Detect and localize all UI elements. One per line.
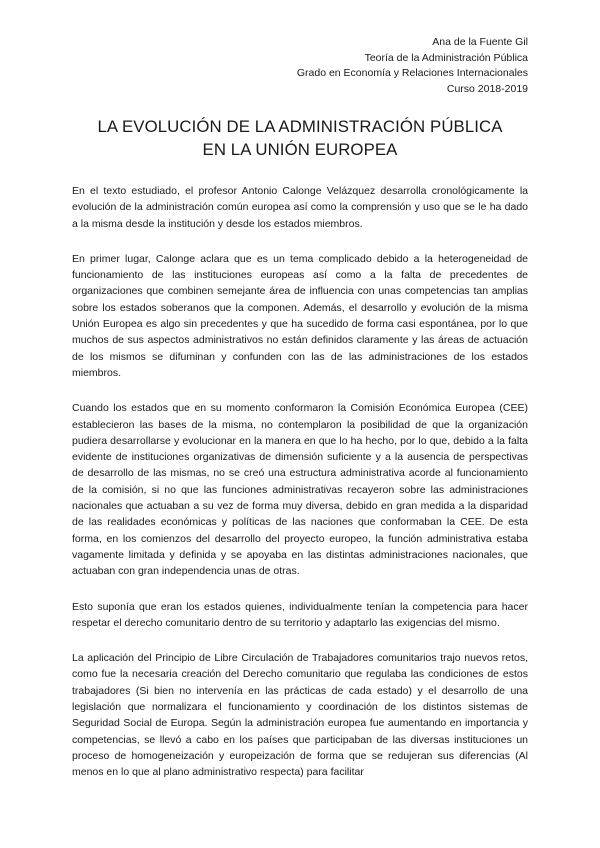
paragraph: En primer lugar, Calonge aclara que es un tema complicado debido a la heterogeneidad de funcionamiento de las instituciones europeas así como a la falta de precedentes de organizaciones que combinen semejante área de influencia con unas competencias tan amplias sobre los estados soberanos que la componen. Además, el desarrollo y evolución de la misma Unión Europea es algo sin precedentes y que ha sucedido de forma casi espontánea, por lo que muchos de sus aspectos administrativos no están definidos claramente y las áreas de actuación de los mismos se difuminan y confunden con las de las administraciones de los estados miembros. xyxy=(72,252,528,379)
title-line-2: EN LA UNIÓN EUROPEA xyxy=(202,140,398,159)
paragraph: Esto suponía que eran los estados quienes, individualmente tenían la competencia para hacer respetar el derecho comunitario dentro de su territorio y adaptarlo las exigencias del mismo. xyxy=(72,600,528,629)
subject-name: Teoría de la Administración Pública xyxy=(364,51,528,64)
paragraph: Cuando los estados que en su momento conformaron la Comisión Económica Europea (CEE) establecieron las bases de la misma, no contemplaron la posibilidad de que la organización pudiera desarrollarse y evolucionar en la manera en que lo ha hecho, por lo que, debido a la falta evidente de instituciones organizativas de dimensión suficiente y a la ausencia de perspectivas de desarrollo de las mismas, no se creó una estructura administrativa acorde al funcionamiento de la comisión, si no que las funciones administrativas recayeron sobre las administraciones nacionales que actuaban a su vez de forma muy diversa, debido en gran medida a la disparidad de las realidades económicas y políticas de las naciones que conformaban la CEE. De esta forma, en los comienzos del desarrollo del proyecto europeo, la función administrativa estaba vagamente limitada y definida y se apoyaba en las distintas administraciones nacionales, que actuaban con gran independencia unas de otras. xyxy=(72,402,528,578)
author-name: Ana de la Fuente Gil xyxy=(432,36,528,48)
document-body xyxy=(72,183,528,781)
document-title xyxy=(72,115,528,161)
degree-name: Grado en Economía y Relaciones Internacionales xyxy=(296,67,528,79)
course-year: Curso 2018-2019 xyxy=(446,82,528,95)
paragraph: La aplicación del Principio de Libre Circulación de Trabajadores comunitarios trajo nuevos retos, como fue la necesaria creación del Derecho comunitario que regulaba las condiciones de estos trabajadores (Si bien no intervenía en las prácticas de cada estado) y el desarrollo de una legislación que normalizara el funcionamiento y coordinación de los distintos sistemas de Seguridad Social de Europa. Según la administración europea fue aumentando en importancia y competencias, se llevó a cabo en los países que participaban de las diversas instituciones un proceso de homogeneización y europeización de forma que se redujeran sus diferencias (Al menos en lo que al plano administrativo respecta) para facilitar xyxy=(72,652,528,779)
title-line-1: LA EVOLUCIÓN DE LA ADMINISTRACIÓN PÚBLICA xyxy=(97,117,503,136)
document-header xyxy=(72,35,528,97)
paragraph: En el texto estudiado, el profesor Antonio Calonge Velázquez desarrolla cronológicamente la evolución de la administración común europea así como la comprensión y uso que se le ha dado a la misma desde la institución y desde los estados miembros. xyxy=(72,185,528,230)
